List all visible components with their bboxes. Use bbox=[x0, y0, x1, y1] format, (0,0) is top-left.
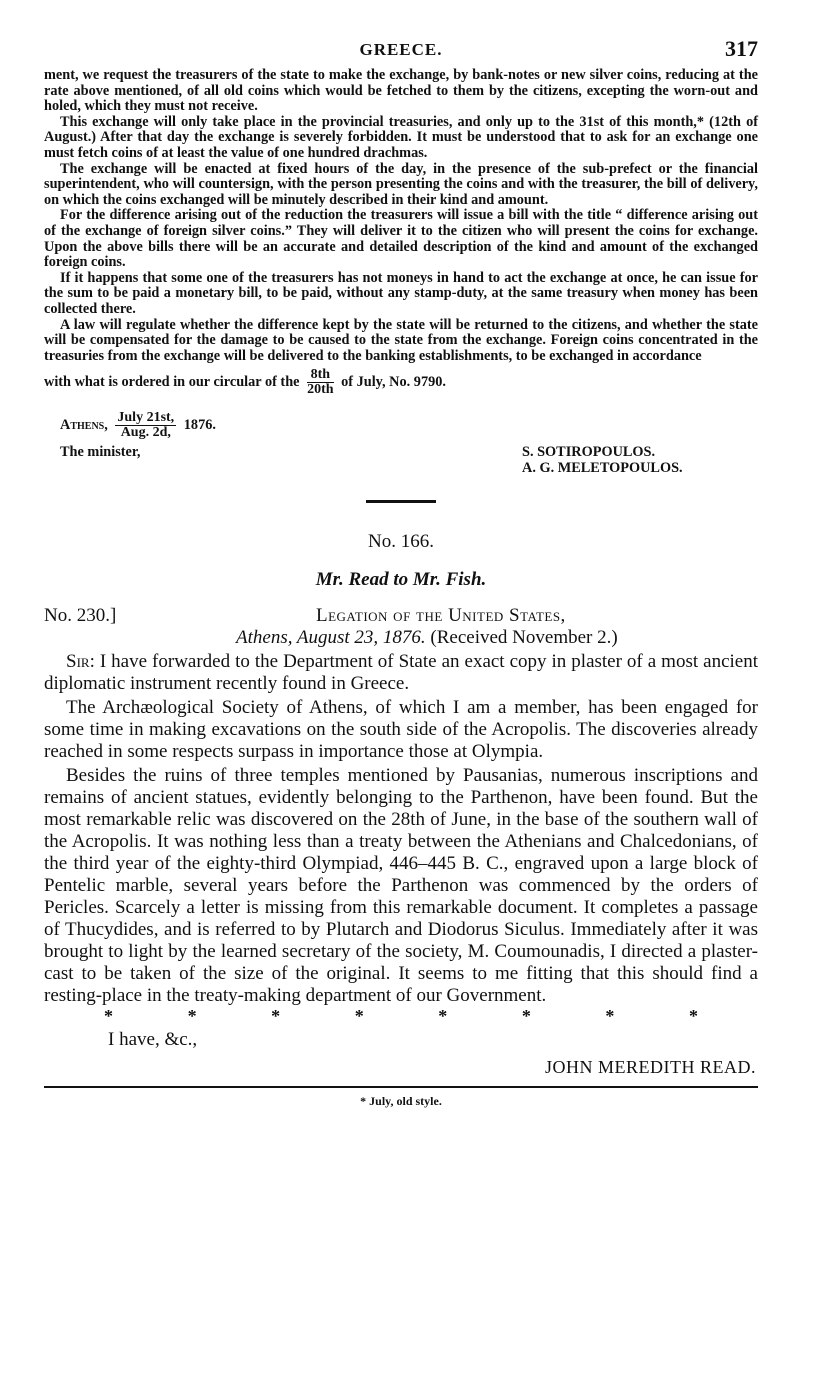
letter-header bbox=[44, 605, 758, 651]
letter-paragraph: Besides the ruins of three temples mentioned by Pausanias, numerous inscriptions and remains of ancient statues, evidently belonging to the Parthenon, have been found. But the most remarkable relic was discovered on the 28th of June, in the base of the southern wall of the Acropolis. It was nothing less than a treaty between the Athenians and Chalcedonians, of the third year of the eighty-third Olympiad, 446–445 B. C., engraved upon a large block of Pentelic marble, several years before the Parthenon was commenced by the orders of Pericles. Scarcely a letter is missing from this remarkable document. It completes a passage of Thucydides, and is referred to by Plutarch and Diodorus Siculus. Immediately after it was brought to light by the learned secretary of the society, M. Coumounadis, I directed a plaster-cast to be taken of the size of the original. It seems to me fitting that this should find a resting-place in the treaty-making department of our Government. bbox=[44, 765, 758, 1007]
page-number: 317 bbox=[725, 36, 758, 61]
circular-paragraph: ment, we request the treasurers of the state to make the exchange, by bank-notes or new silver coins, reducing at the rate above mentioned, of all old coins which would be fetched to them by the citizens, excepting the worn-out and holed, which they must not receive. bbox=[44, 67, 758, 115]
circular-paragraph: The exchange will be enacted at fixed hours of the day, in the presence of the sub-prefect or the financial superintendent, who will countersign, with the person presenting the coins and with the treasurer, the bill of delivery, on which the coins exchanged will be minutely described in their kind and amount. bbox=[44, 160, 758, 208]
document-page bbox=[44, 36, 758, 1109]
circular-paragraph: A law will regulate whether the difference kept by the state will be returned to the citizens, and whether the state will be compensated for the damage to be caused to the state from the exchange. Foreign coins concentrated in the treasuries from the exchange will be delivered to the banking establishments, to be exchanged in accordance bbox=[44, 316, 758, 364]
letter-paragraph: Sir: I have forwarded to the Department of State an exact copy in plaster of a most ancient diplomatic instrument recently found in Greece. bbox=[44, 651, 758, 695]
footnote: * July, old style. bbox=[360, 1094, 442, 1109]
circular-signatures bbox=[44, 444, 758, 476]
date-fraction: $\frac{8th}{20th}$ bbox=[307, 367, 334, 398]
circular-paragraph: If it happens that some one of the treasurers has not moneys in hand to act the exchange at once, he can issue for the sum to be paid a monetary bill, to be paid, without any stamp-duty, at the same treasury when money has been collected there. bbox=[44, 269, 758, 317]
document-number: No. 166. bbox=[368, 531, 434, 553]
signer-name: A. G. MELETOPOULOS. bbox=[522, 460, 683, 477]
circular-last-line: with what is ordered in our circular of the $\frac{8th}{20th}$ of July, No. 9790. bbox=[44, 367, 446, 398]
footnote-rule bbox=[44, 1086, 758, 1088]
running-title: GREECE. bbox=[359, 40, 443, 59]
ellipsis-stars: * * * * * * * * bbox=[104, 1006, 698, 1027]
dispatch-number: No. 230.] bbox=[44, 605, 117, 627]
page-header bbox=[44, 36, 758, 68]
place-date-line: Athens, August 23, 1876. (Received November 2.) bbox=[236, 627, 618, 649]
circular-paragraph: This exchange will only take place in the provincial treasuries, and only up to the 31st of this month,* (12th of August.) After that day the exchange is severely forbidden. It must be understood that to ask for an exchange one must fetch coins of at least the value of one hundred drachmas. bbox=[44, 113, 758, 161]
document-heading: Mr. Read to Mr. Fish. bbox=[315, 569, 487, 591]
signer-name: S. SOTIROPOULOS. bbox=[522, 444, 656, 461]
circular-paragraph: For the difference arising out of the reduction the treasurers will issue a bill with the title “ difference arising out of the exchange of foreign silver coins.” They will deliver it to the citizen who will present the coins for exchange. Upon the above bills there will be an accurate and detailed description of the kind and amount of the exchanged foreign coins. bbox=[44, 207, 758, 271]
minister-label: The minister, bbox=[60, 444, 141, 461]
letter-body bbox=[44, 651, 758, 1007]
circular-dateline bbox=[44, 411, 758, 440]
signature: JOHN MEREDITH READ. bbox=[545, 1057, 756, 1078]
section-separator bbox=[366, 500, 436, 503]
closing: I have, &c., bbox=[108, 1029, 198, 1051]
signers bbox=[522, 444, 758, 476]
letter-paragraph: The Archæological Society of Athens, of which I am a member, has been engaged for some time in making excavations on the south side of the Acropolis. The discoveries already reached in some respects surpass in importance those at Olympia. bbox=[44, 697, 758, 763]
year: 1876. bbox=[183, 417, 216, 434]
legation-line: Legation of the United States, bbox=[316, 605, 566, 627]
circular-text bbox=[44, 68, 758, 397]
place: Athens, bbox=[60, 417, 108, 434]
dual-date: $\frac{\text{July 21st,}}{\text{Aug. 2d,}}$ bbox=[117, 410, 175, 441]
